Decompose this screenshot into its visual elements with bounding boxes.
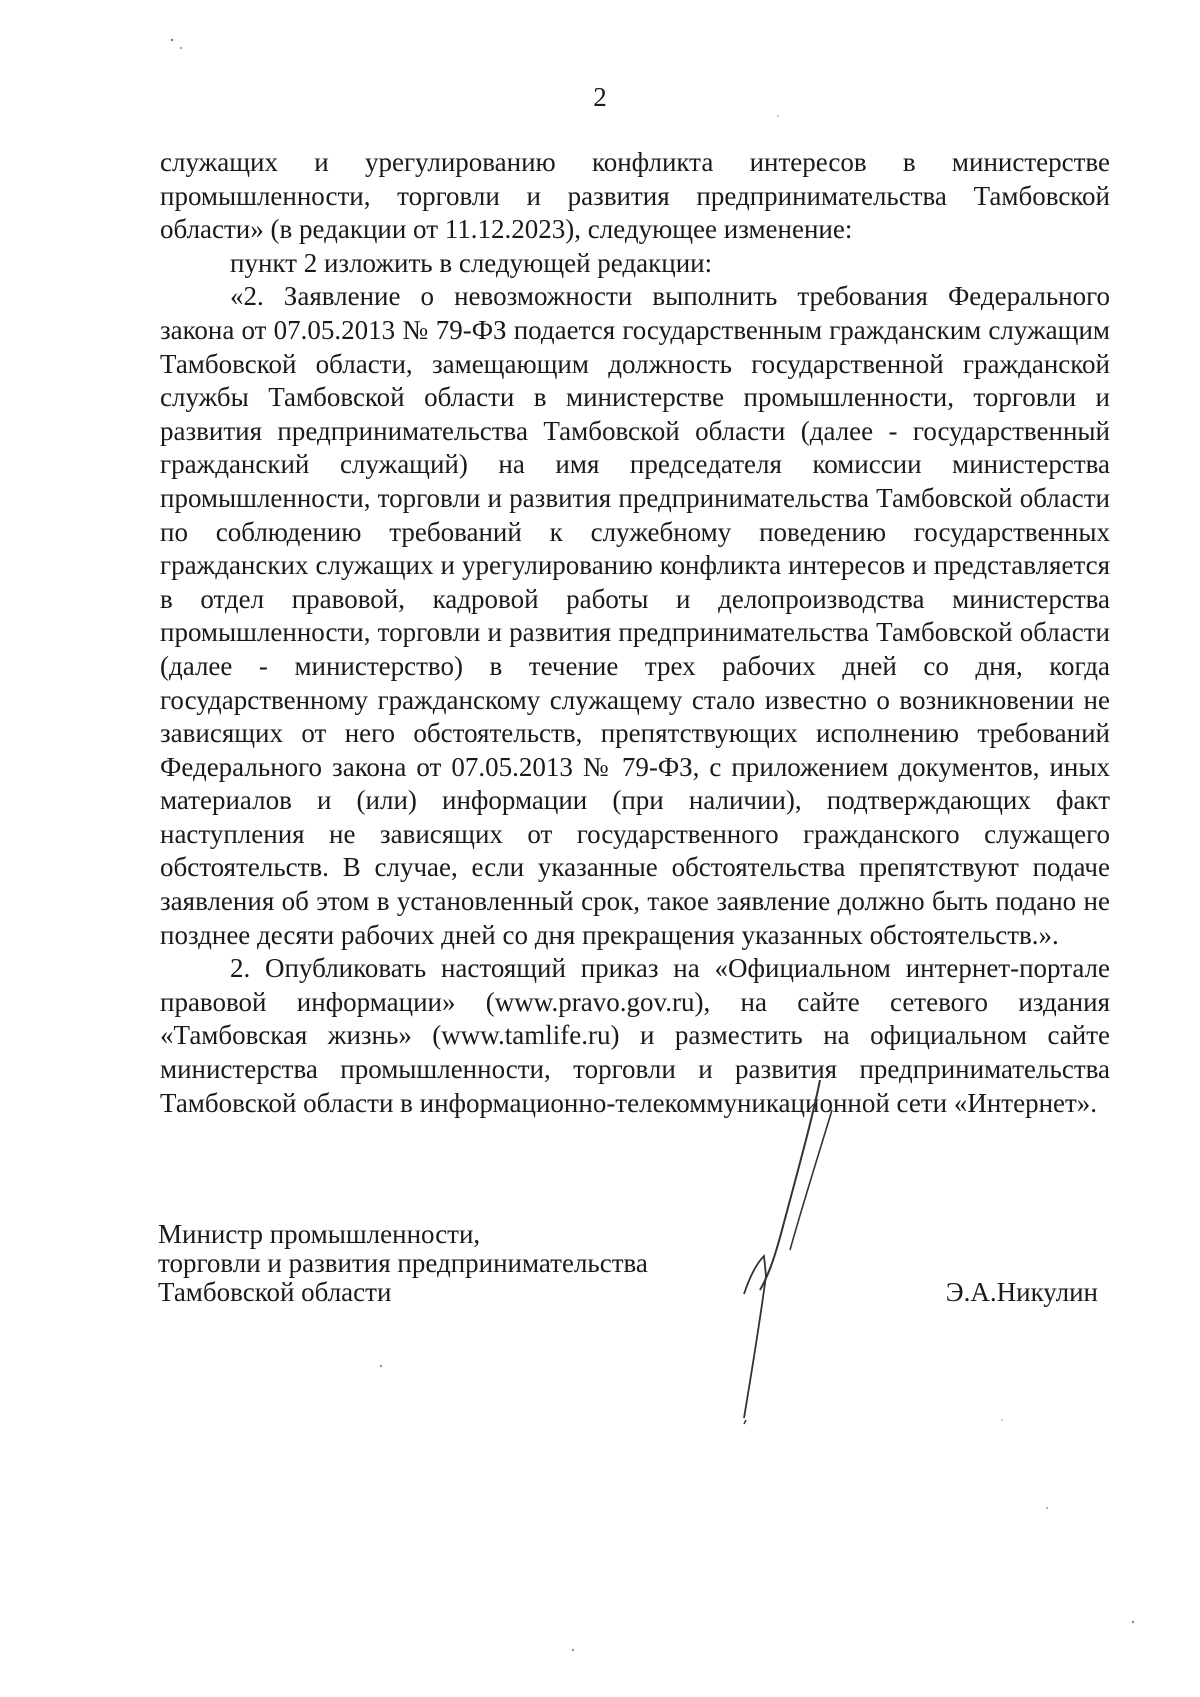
signature-block bbox=[158, 1220, 1098, 1370]
page-number: 2 bbox=[593, 82, 607, 112]
signer-position-line: Тамбовской области bbox=[158, 1277, 392, 1307]
paragraph-amendment-intro: пункт 2 изложить в следующей редакции: bbox=[230, 247, 713, 278]
paragraph-amendment-text: «2. Заявление о невозможности выполнить требования Федерального закона от 07.05.2013 № 79-ФЗ подается государственным гражданским служащим Тамбовской области, замещающим должность государственной гражданской службы Тамбовской области в министерстве промышленности, торговли и развития предпринимательства Тамбовской области (далее - государственный гражданский служащий) на имя председателя комиссии министерства промышленности, торговли и развития предпринимательства Тамбовской области по соблюдению требований к служебному поведению государственных гражданских служащих и урегулированию конфликта интересов и представляется в отдел правовой, кадровой работы и делопроизводства министерства промышленности, торговли и развития предпринимательства Тамбовской области (далее - министерство) в течение трех рабочих дней со дня, когда государственному гражданскому служащему стало известно о возникновении не зависящих от него обстоятельств, препятствующих исполнению требований Федерального закона от 07.05.2013 № 79-ФЗ, с приложением документов, иных материалов и (или) информации (при наличии), подтверждающих факт наступления не зависящих от государственного гражданского служащего обстоятельств. В случае, если указанные обстоятельства препятствуют подаче заявления об этом в установленный срок, такое заявление должно быть подано не позднее десяти рабочих дней со дня прекращения указанных обстоятельств.». bbox=[160, 281, 1110, 950]
paragraph-continuation: служащих и урегулированию конфликта интересов в министерстве промышленности, торговли и развития предпринимательства Тамбовской области» (в редакции от 11.12.2023), следующее изменение: bbox=[160, 147, 1110, 245]
paragraph-publication: 2. Опубликовать настоящий приказ на «Официальном интернет-портале правовой информации» (www.pravo.gov.ru), на сайте сетевого издания «Тамбовская жизнь» (www.tamlife.ru) и разместить на официальном сайте министерства промышленности, торговли и развития предпринимательства Тамбовской области в информационно-телекоммуникационной сети «Интернет». bbox=[160, 953, 1110, 1118]
document-body bbox=[160, 146, 1110, 1120]
handwritten-signature bbox=[720, 1080, 840, 1430]
signer-position-line: торговли и развития предпринимательства bbox=[158, 1248, 648, 1278]
signer-position-line: Министр промышленности, bbox=[158, 1219, 481, 1249]
signer-name: Э.А.Никулин bbox=[945, 1277, 1098, 1307]
